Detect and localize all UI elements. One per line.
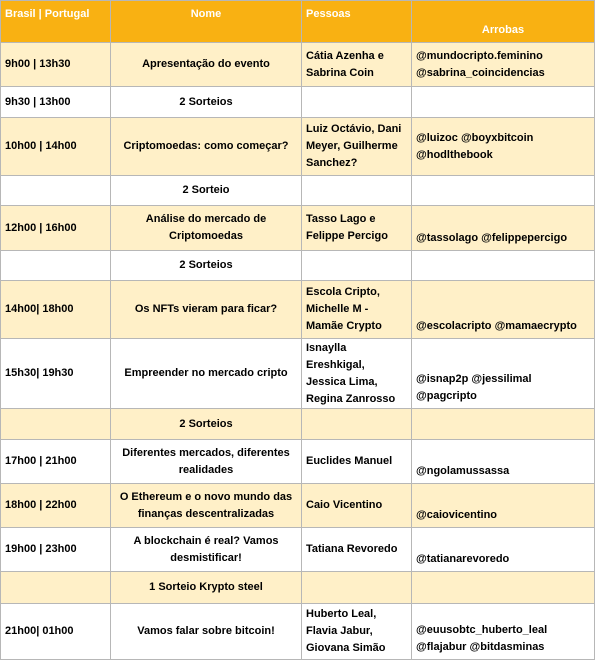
table-row (1, 604, 595, 660)
row-people: Tasso Lago e Felippe Percigo (302, 206, 412, 251)
table-row (1, 206, 595, 251)
row-time: 18h00 | 22h00 (1, 484, 111, 528)
row-people: Escola Cripto, Michelle M - Mamãe Crypto (302, 281, 412, 339)
header-row (1, 1, 595, 43)
row-title: 2 Sorteio (111, 176, 302, 206)
row-title: Análise do mercado de Criptomoedas (111, 206, 302, 251)
row-time: 21h00| 01h00 (1, 604, 111, 660)
row-time: 15h30| 19h30 (1, 339, 111, 409)
row-title: Os NFTs vieram para ficar? (111, 281, 302, 339)
table-row (1, 339, 595, 409)
row-people (302, 87, 412, 118)
row-title: O Ethereum e o novo mundo das finanças descentralizadas (111, 484, 302, 528)
row-handles: @tatianarevoredo (412, 528, 595, 572)
row-title: Empreender no mercado cripto (111, 339, 302, 409)
row-handles: @euusobtc_huberto_leal @flajabur @bitdasminas (412, 604, 595, 660)
row-handles: @mundocripto.feminino @sabrina_coincidencias (412, 43, 595, 87)
row-time (1, 176, 111, 206)
table-row (1, 251, 595, 281)
row-handles (412, 409, 595, 440)
row-people (302, 176, 412, 206)
row-handles: @ngolamussassa (412, 440, 595, 484)
row-time: 9h30 | 13h00 (1, 87, 111, 118)
row-time: 9h00 | 13h30 (1, 43, 111, 87)
row-time: 14h00| 18h00 (1, 281, 111, 339)
row-time (1, 409, 111, 440)
table-row (1, 484, 595, 528)
row-title: 2 Sorteios (111, 409, 302, 440)
table-row (1, 528, 595, 572)
row-title: 2 Sorteios (111, 87, 302, 118)
table-row (1, 43, 595, 87)
row-handles: @caiovicentino (412, 484, 595, 528)
row-title: A blockchain é real? Vamos desmistificar! (111, 528, 302, 572)
row-people: Luiz Octávio, Dani Meyer, Guilherme Sanchez? (302, 118, 412, 176)
row-people (302, 251, 412, 281)
row-people: Isnaylla Ereshkigal, Jessica Lima, Regina Zanrosso (302, 339, 412, 409)
row-title: 2 Sorteios (111, 251, 302, 281)
header-time: Brasil | Portugal (1, 1, 111, 43)
row-people (302, 572, 412, 604)
table-row (1, 87, 595, 118)
row-handles: @isnap2p @jessilimal @pagcripto (412, 339, 595, 409)
row-people (302, 409, 412, 440)
row-time (1, 251, 111, 281)
row-time: 10h00 | 14h00 (1, 118, 111, 176)
header-people: Pessoas (302, 1, 412, 43)
row-handles: @escolacripto @mamaecrypto (412, 281, 595, 339)
row-title: Criptomoedas: como começar? (111, 118, 302, 176)
header-title: Nome (111, 1, 302, 43)
header-handles: Arrobas (412, 1, 595, 43)
row-time: 12h00 | 16h00 (1, 206, 111, 251)
row-time (1, 572, 111, 604)
table-row (1, 409, 595, 440)
row-people: Caio Vicentino (302, 484, 412, 528)
table-row (1, 572, 595, 604)
table-row (1, 440, 595, 484)
row-handles (412, 251, 595, 281)
row-title: Vamos falar sobre bitcoin! (111, 604, 302, 660)
row-people: Euclides Manuel (302, 440, 412, 484)
row-title: Apresentação do evento (111, 43, 302, 87)
table-row (1, 118, 595, 176)
row-people: Huberto Leal, Flavia Jabur, Giovana Simão (302, 604, 412, 660)
row-handles (412, 176, 595, 206)
row-time: 19h00 | 23h00 (1, 528, 111, 572)
table-row (1, 176, 595, 206)
row-people: Tatiana Revoredo (302, 528, 412, 572)
row-handles: @luizoc @boyxbitcoin @hodlthebook (412, 118, 595, 176)
row-handles: @tassolago @felippepercigo (412, 206, 595, 251)
row-title: 1 Sorteio Krypto steel (111, 572, 302, 604)
row-handles (412, 87, 595, 118)
row-people: Cátia Azenha e Sabrina Coin (302, 43, 412, 87)
row-handles (412, 572, 595, 604)
table-row (1, 281, 595, 339)
row-title: Diferentes mercados, diferentes realidades (111, 440, 302, 484)
row-time: 17h00 | 21h00 (1, 440, 111, 484)
